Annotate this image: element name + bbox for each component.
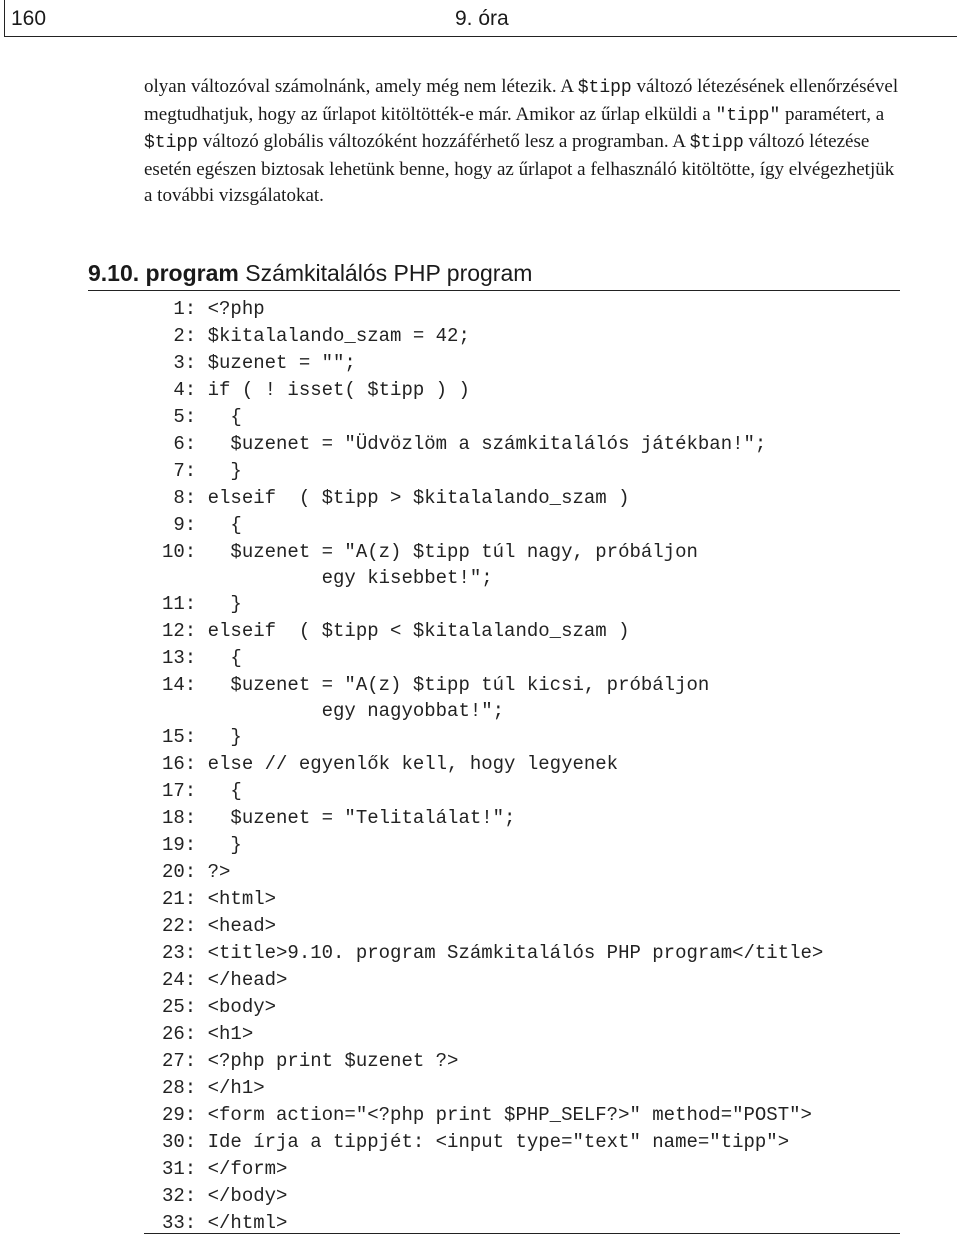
code-line: 3: $uzenet = "";	[162, 352, 356, 374]
code-line: 4: if ( ! isset( $tipp ) )	[162, 379, 470, 401]
inline-code: "tipp"	[715, 105, 781, 126]
code-line: 27: <?php print $uzenet ?>	[162, 1050, 459, 1072]
listing-number: 9.10.	[88, 260, 140, 286]
code-line: 2: $kitalalando_szam = 42;	[162, 325, 470, 347]
code-line: 5: {	[162, 406, 242, 428]
paragraph-text: paramétert, a	[780, 103, 885, 125]
code-line: 13: {	[162, 647, 242, 669]
code-line: 16: else // egyenlők kell, hogy legyenek	[162, 753, 619, 775]
code-line: 11: }	[162, 593, 242, 615]
inline-code: $tipp	[689, 133, 744, 153]
code-line: 14: $uzenet = "A(z) $tipp túl kicsi, próbáljon	[162, 674, 710, 696]
code-line: 12: elseif ( $tipp < $kitalalando_szam )	[162, 620, 630, 642]
paragraph-text: változó létezése esetén egészen biztosak lehetünk benne, hogy az űrlapot a felhasználó kitöltötte, így elvégezhetjük a további vizsgálatokat.	[144, 131, 895, 206]
code-line: 20: ?>	[162, 861, 231, 883]
listing-title	[88, 258, 532, 288]
page-number: 160	[11, 7, 47, 30]
code-line: 7: }	[162, 460, 242, 482]
code-line: 30: Ide írja a tippjét: <input type="text" name="tipp">	[162, 1131, 790, 1153]
paragraph-text: változó létezésének ellenőrzésével megtudhatjuk, hogy az űrlapot kitöltötték-e már. Amikor az űrlap elküldi a	[144, 76, 899, 125]
listing-top-rule	[88, 290, 900, 291]
code-line: 17: {	[162, 780, 242, 802]
listing-bottom-rule	[144, 1233, 900, 1234]
code-line: 8: elseif ( $tipp > $kitalalando_szam )	[162, 487, 630, 509]
inline-code: $tipp	[577, 78, 632, 98]
chapter-title: 9. óra	[455, 7, 509, 30]
code-line: 32: </body>	[162, 1185, 288, 1207]
code-line: egy kisebbet!";	[162, 567, 493, 589]
listing-title-text: Számkitalálós PHP program	[245, 260, 533, 286]
inline-code: $tipp	[144, 133, 199, 153]
listing-label: program	[145, 260, 239, 286]
code-line: 25: <body>	[162, 996, 277, 1018]
code-line: 10: $uzenet = "A(z) $tipp túl nagy, próbáljon	[162, 541, 698, 563]
page-header	[4, 0, 957, 37]
code-line: 28: </h1>	[162, 1077, 265, 1099]
body-paragraph	[144, 74, 904, 210]
code-line: egy nagyobbat!";	[162, 700, 505, 722]
code-line: 23: <title>9.10. program Számkitalálós PHP program</title>	[162, 942, 824, 964]
code-line: 21: <html>	[162, 888, 277, 910]
code-line: 33: </html>	[162, 1212, 288, 1234]
paragraph-text: olyan változóval számolnánk, amely még nem létezik. A	[144, 76, 578, 97]
code-line: 22: <head>	[162, 915, 277, 937]
code-line: 24: </head>	[162, 969, 288, 991]
code-line: 19: }	[162, 834, 242, 856]
code-line: 29: <form action="<?php print $PHP_SELF?>" method="POST">	[162, 1104, 812, 1126]
code-line: 6: $uzenet = "Üdvözlöm a számkitalálós játékban!";	[162, 433, 767, 455]
code-line: 18: $uzenet = "Telitalálat!";	[162, 807, 516, 829]
code-line: 26: <h1>	[162, 1023, 254, 1045]
code-listing	[162, 296, 902, 1237]
code-line: 9: {	[162, 514, 242, 536]
code-line: 1: <?php	[162, 298, 265, 320]
paragraph-text: változó globális változóként hozzáférhető lesz a programban. A	[198, 131, 690, 152]
code-line: 31: </form>	[162, 1158, 288, 1180]
body-paragraph-container	[144, 74, 904, 210]
code-line: 15: }	[162, 726, 242, 748]
